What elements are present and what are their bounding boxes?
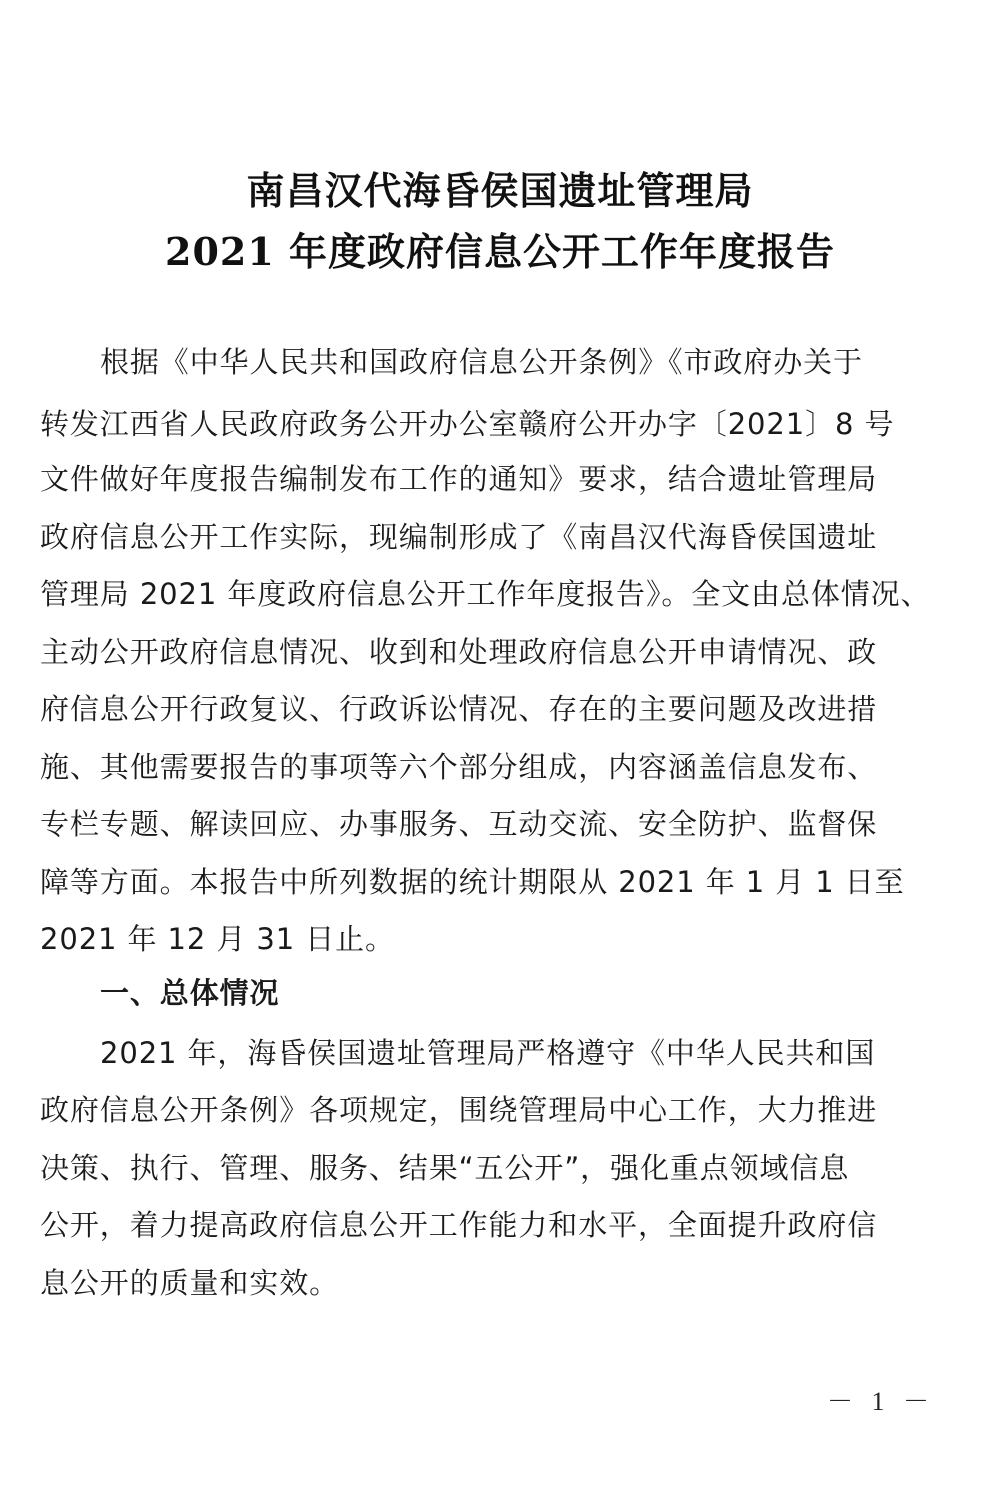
- section-1-line: 2021 年，海昏侯国遗址管理局严格遵守《中华人民共和国: [100, 1036, 876, 1070]
- intro-line: 政府信息公开工作实际，现编制形成了《南昌汉代海昏侯国遗址: [40, 520, 878, 554]
- section-1-line: 公开，着力提高政府信息公开工作能力和水平，全面提升政府信: [40, 1208, 878, 1242]
- intro-line: 根据《中华人民共和国政府信息公开条例》《市政府办关于: [100, 345, 863, 379]
- intro-line: 施、其他需要报告的事项等六个部分组成，内容涵盖信息发布、: [40, 750, 878, 784]
- intro-line: 障等方面。本报告中所列数据的统计期限从 2021 年 1 月 1 日至: [40, 865, 905, 899]
- section-1-line: 决策、执行、管理、服务、结果“五公开”，强化重点领域信息: [40, 1151, 850, 1185]
- page-number: － 1 －: [826, 1387, 935, 1416]
- intro-line: 专栏专题、解读回应、办事服务、互动交流、安全防护、监督保: [40, 807, 878, 841]
- section-1-line: 政府信息公开条例》各项规定，围绕管理局中心工作，大力推进: [40, 1093, 878, 1127]
- section-1-line: 息公开的质量和实效。: [40, 1266, 340, 1300]
- document-title-line-1: 南昌汉代海昏侯国遗址管理局: [246, 168, 754, 213]
- intro-line: 府信息公开行政复议、行政诉讼情况、存在的主要问题及改进措: [40, 692, 878, 726]
- section-heading: 一、总体情况: [100, 976, 280, 1010]
- intro-line: 2021 年 12 月 31 日止。: [40, 922, 395, 956]
- intro-line: 主动公开政府信息情况、收到和处理政府信息公开申请情况、政: [40, 635, 878, 669]
- intro-line: 管理局 2021 年度政府信息公开工作年度报告》。全文由总体情况、: [40, 577, 931, 611]
- intro-line: 转发江西省人民政府政务公开办公室赣府公开办字〔2021〕8 号: [40, 407, 895, 441]
- intro-line: 文件做好年度报告编制发布工作的通知》要求，结合遗址管理局: [40, 462, 878, 496]
- document-title-line-2: 2021 年度政府信息公开工作年度报告: [165, 229, 835, 274]
